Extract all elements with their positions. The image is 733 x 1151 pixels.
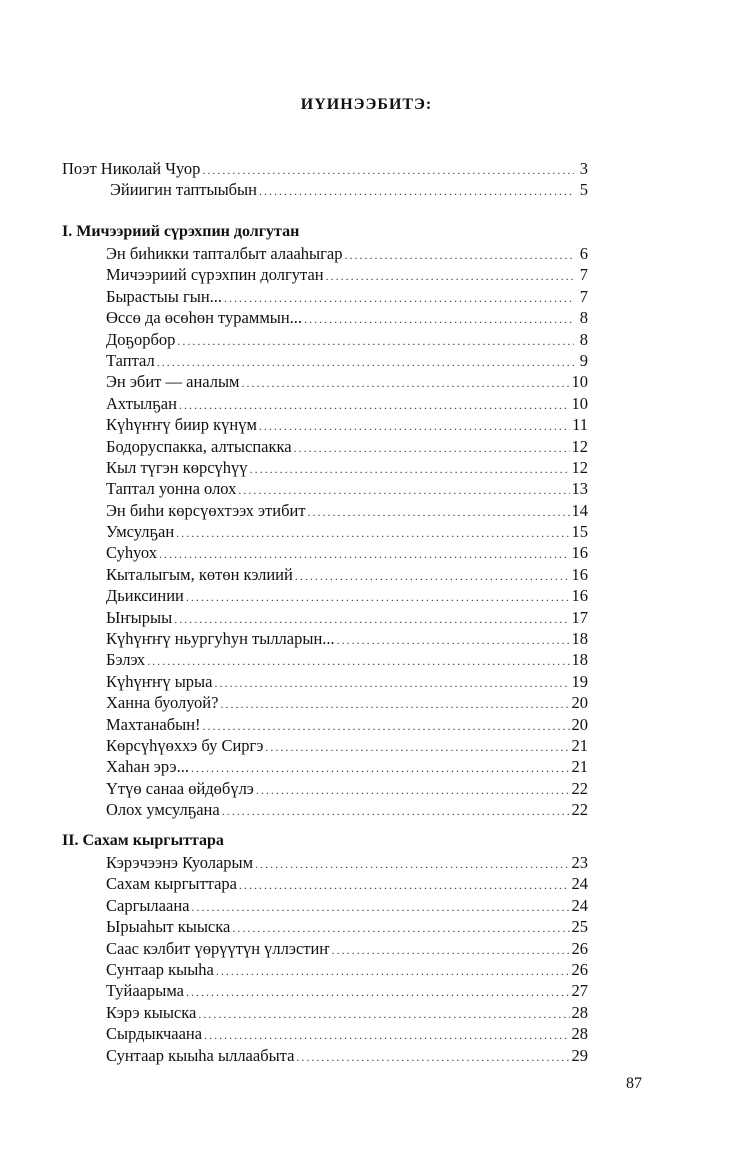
toc-entry (62, 1002, 588, 1023)
toc-section-1 (62, 221, 588, 821)
toc-entry-label: Мичээриий сүрэхпин долгутан (106, 265, 324, 285)
toc-entry (62, 959, 588, 980)
toc-leader-dots (295, 566, 570, 587)
toc-entry-label: Туйаарыма (106, 981, 184, 1001)
toc-entry (62, 735, 588, 756)
toc-leader-dots (255, 854, 569, 875)
toc-leader-dots (202, 160, 574, 181)
section-items (62, 852, 588, 1066)
toc-entry-page: 8 (579, 329, 588, 349)
toc-leader-dots (344, 245, 574, 266)
toc-entry-page: 20 (571, 714, 588, 734)
toc-entry (62, 1045, 588, 1066)
toc-entry-label: Күһүҥҥү биир күнүм (106, 415, 257, 435)
toc-leader-dots (157, 352, 574, 373)
toc-entry-label: Күһүҥҥү ньургуһун тылларын... (106, 629, 335, 649)
toc-entry-page: 17 (571, 607, 588, 627)
section-heading: II. Сахам кыргыттара (62, 832, 224, 849)
toc-entry-page: 22 (571, 778, 588, 798)
toc-leader-dots (224, 288, 574, 309)
toc-entry (62, 158, 588, 179)
toc-entry (62, 393, 588, 414)
toc-entry (62, 286, 588, 307)
toc-entry-page: 5 (579, 180, 588, 200)
toc-leader-dots (179, 395, 570, 416)
toc-entry-page: 21 (571, 735, 588, 755)
toc-entry (62, 414, 588, 435)
toc-leader-dots (147, 651, 569, 672)
toc-entry-page: 25 (571, 917, 588, 937)
toc-entry-page: 19 (571, 671, 588, 691)
toc-entry-page: 12 (571, 436, 588, 456)
toc-entry (62, 980, 588, 1001)
toc-entry (62, 350, 588, 371)
toc-entry-page: 16 (571, 564, 588, 584)
toc-entry-label: Саас кэлбит үөрүүтүн үллэстиҥ (106, 938, 330, 958)
toc-leader-dots (265, 737, 569, 758)
toc-entry-page: 22 (571, 800, 588, 820)
toc-entry (62, 649, 588, 670)
toc-entry-label: Поэт Николай Чуор (62, 159, 201, 178)
toc-entry-page: 18 (571, 629, 588, 649)
toc-entry-label: Саргылаана (106, 895, 190, 915)
toc-entry (62, 1023, 588, 1044)
toc-leader-dots (222, 801, 570, 822)
toc-entry (62, 714, 588, 735)
toc-entry (62, 628, 588, 649)
toc-entry-label: Таптал (106, 350, 155, 370)
toc-entry-page: 28 (571, 1002, 588, 1022)
toc-entry-label: Сырдыкчаана (106, 1024, 203, 1044)
section-items (62, 243, 588, 821)
toc-entry-page: 8 (579, 308, 588, 328)
toc-leader-dots (176, 523, 569, 544)
toc-entry-label: Сахам кыргыттара (106, 874, 237, 894)
toc-entry-label: Күһүҥҥү ырыа (106, 671, 213, 691)
toc-entry-page: 24 (571, 895, 588, 915)
toc-leader-dots (238, 480, 569, 501)
toc-leader-dots (308, 502, 570, 523)
toc-entry-page: 26 (571, 959, 588, 979)
toc-entry-label: Эн биһи көрсүөхтээх этибит (106, 500, 306, 520)
toc-entry (62, 564, 588, 585)
section-heading: I. Мичээриий сүрэхпин долгутан (62, 223, 300, 240)
toc-leader-dots (296, 1047, 569, 1068)
toc-entry-label: Умсулҕан (106, 522, 175, 542)
toc-entry-label: Кыл түгэн көрсүһүү (106, 457, 248, 477)
toc-leader-dots (294, 438, 570, 459)
toc-leader-dots (332, 940, 570, 961)
toc-entry-page: 10 (571, 372, 588, 392)
toc-entry-label: Көрсүһүөххэ бу Сиргэ (106, 735, 264, 755)
toc-entry-page: 3 (579, 159, 588, 178)
toc-entry (62, 243, 588, 264)
toc-entry-page: 7 (579, 265, 588, 285)
toc-entry-page: 23 (571, 853, 588, 872)
toc-leader-dots (216, 961, 570, 982)
toc-leader-dots (191, 758, 570, 779)
toc-leader-dots (256, 780, 570, 801)
toc-entry-label: Махтанабын! (106, 714, 201, 734)
toc-entry-label: Доҕорбор (106, 329, 176, 349)
toc-entry-label: Ырыаһыт кыыска (106, 917, 231, 937)
toc-entry-label: Хаһан эрэ... (106, 757, 189, 777)
toc-entry (62, 457, 588, 478)
toc-entry-page: 10 (571, 393, 588, 413)
toc-leader-dots (159, 544, 569, 565)
toc-entry-page: 24 (571, 874, 588, 894)
toc-leader-dots (220, 694, 569, 715)
toc-entry (62, 852, 588, 873)
toc-entry-page: 16 (571, 586, 588, 606)
toc-entry (62, 916, 588, 937)
toc-entry-page: 18 (571, 650, 588, 670)
toc-leader-dots (186, 587, 570, 608)
toc-entry (62, 799, 588, 820)
toc-entry (62, 778, 588, 799)
toc-entry-label: Бодоруспакка, алтыспакка (106, 436, 292, 456)
toc-leader-dots (186, 982, 570, 1003)
toc-entry-label: Кэрэчээнэ Куоларым (106, 853, 254, 872)
toc-entry-label: Эн биһикки тапталбыт алааһыгар (106, 244, 343, 263)
toc-leader-dots (198, 1004, 569, 1025)
toc-entry-page: 26 (571, 938, 588, 958)
toc-entry (62, 500, 588, 521)
toc-entry-label: Таптал уонна олох (106, 479, 237, 499)
toc-entry-page: 15 (571, 522, 588, 542)
toc-entry-page: 16 (571, 543, 588, 563)
toc-entry (62, 478, 588, 499)
toc-entry (62, 436, 588, 457)
toc-entry (62, 756, 588, 777)
toc-leader-dots (214, 673, 569, 694)
toc-leader-dots (326, 266, 574, 287)
toc-entry-label: Ыҥырыы (106, 607, 173, 627)
toc-entry (62, 542, 588, 563)
toc-entry-label: Суһуох (106, 543, 158, 563)
toc-entry-label: Ахтылҕан (106, 393, 177, 413)
toc-entry-label: Кыталыгым, көтөн кэлиий (106, 564, 293, 584)
toc-leader-dots (259, 181, 574, 202)
toc-entry (62, 671, 588, 692)
toc-entry-label: Бэлэх (106, 650, 146, 670)
toc-entry-page: 12 (571, 457, 588, 477)
toc-entry-label: Дьиксинии (106, 586, 184, 606)
toc-entry (62, 329, 588, 350)
toc-entry (62, 264, 588, 285)
toc-entry (62, 179, 588, 200)
toc-entry (62, 307, 588, 328)
page-number: 87 (626, 1075, 642, 1092)
toc-entry-label: Бырастыы гын... (106, 286, 223, 306)
toc-entry (62, 607, 588, 628)
toc-entry-label: Сунтаар кыыһа ыллаабыта (106, 1045, 295, 1065)
toc-entry-label: Ханна буолуой? (106, 693, 219, 713)
toc-leader-dots (250, 459, 570, 480)
toc-leader-dots (191, 897, 569, 918)
toc-entry-page: 27 (571, 981, 588, 1001)
toc-entry-page: 9 (579, 350, 588, 370)
toc-entry (62, 585, 588, 606)
toc-entry-label: Сунтаар кыыһа (106, 959, 214, 979)
toc-entry-label: Үтүө санаа өйдөбүлэ (106, 778, 254, 798)
toc-entry-page: 11 (572, 415, 588, 435)
toc-leader-dots (174, 609, 569, 630)
toc-leader-dots (232, 918, 569, 939)
toc-leader-dots (337, 630, 570, 651)
toc-entry-page: 20 (571, 693, 588, 713)
toc-entry-label: Олох умсулҕана (106, 800, 220, 820)
toc-entry-label: Кэрэ кыыска (106, 1002, 197, 1022)
toc-entry (62, 873, 588, 894)
toc-entry-page: 6 (579, 244, 588, 263)
page-title: ИҮИНЭЭБИТЭ: (300, 96, 433, 113)
toc-front (62, 158, 588, 201)
toc-leader-dots (204, 1025, 569, 1046)
toc-entry-page: 14 (571, 500, 588, 520)
toc-leader-dots (239, 875, 570, 896)
toc-entry-label: Эйиигин таптыыбын (110, 180, 257, 200)
toc-entry-page: 7 (579, 286, 588, 306)
toc-entry-page: 28 (571, 1024, 588, 1044)
toc-entry (62, 521, 588, 542)
toc-leader-dots (177, 331, 574, 352)
toc-leader-dots (242, 373, 570, 394)
toc-entry-page: 21 (571, 757, 588, 777)
toc-leader-dots (304, 309, 574, 330)
toc-entry (62, 895, 588, 916)
toc-section-2 (62, 830, 588, 1066)
toc-leader-dots (203, 716, 570, 737)
toc-entry-label: Өссө да өсөһөн тураммын... (106, 308, 303, 328)
toc-leader-dots (259, 416, 570, 437)
toc-entry (62, 371, 588, 392)
toc-entry (62, 692, 588, 713)
toc-entry-label: Эн эбит — аналым (106, 372, 240, 392)
toc-entry (62, 938, 588, 959)
toc-entry-page: 29 (571, 1045, 588, 1065)
toc-entry-page: 13 (571, 479, 588, 499)
